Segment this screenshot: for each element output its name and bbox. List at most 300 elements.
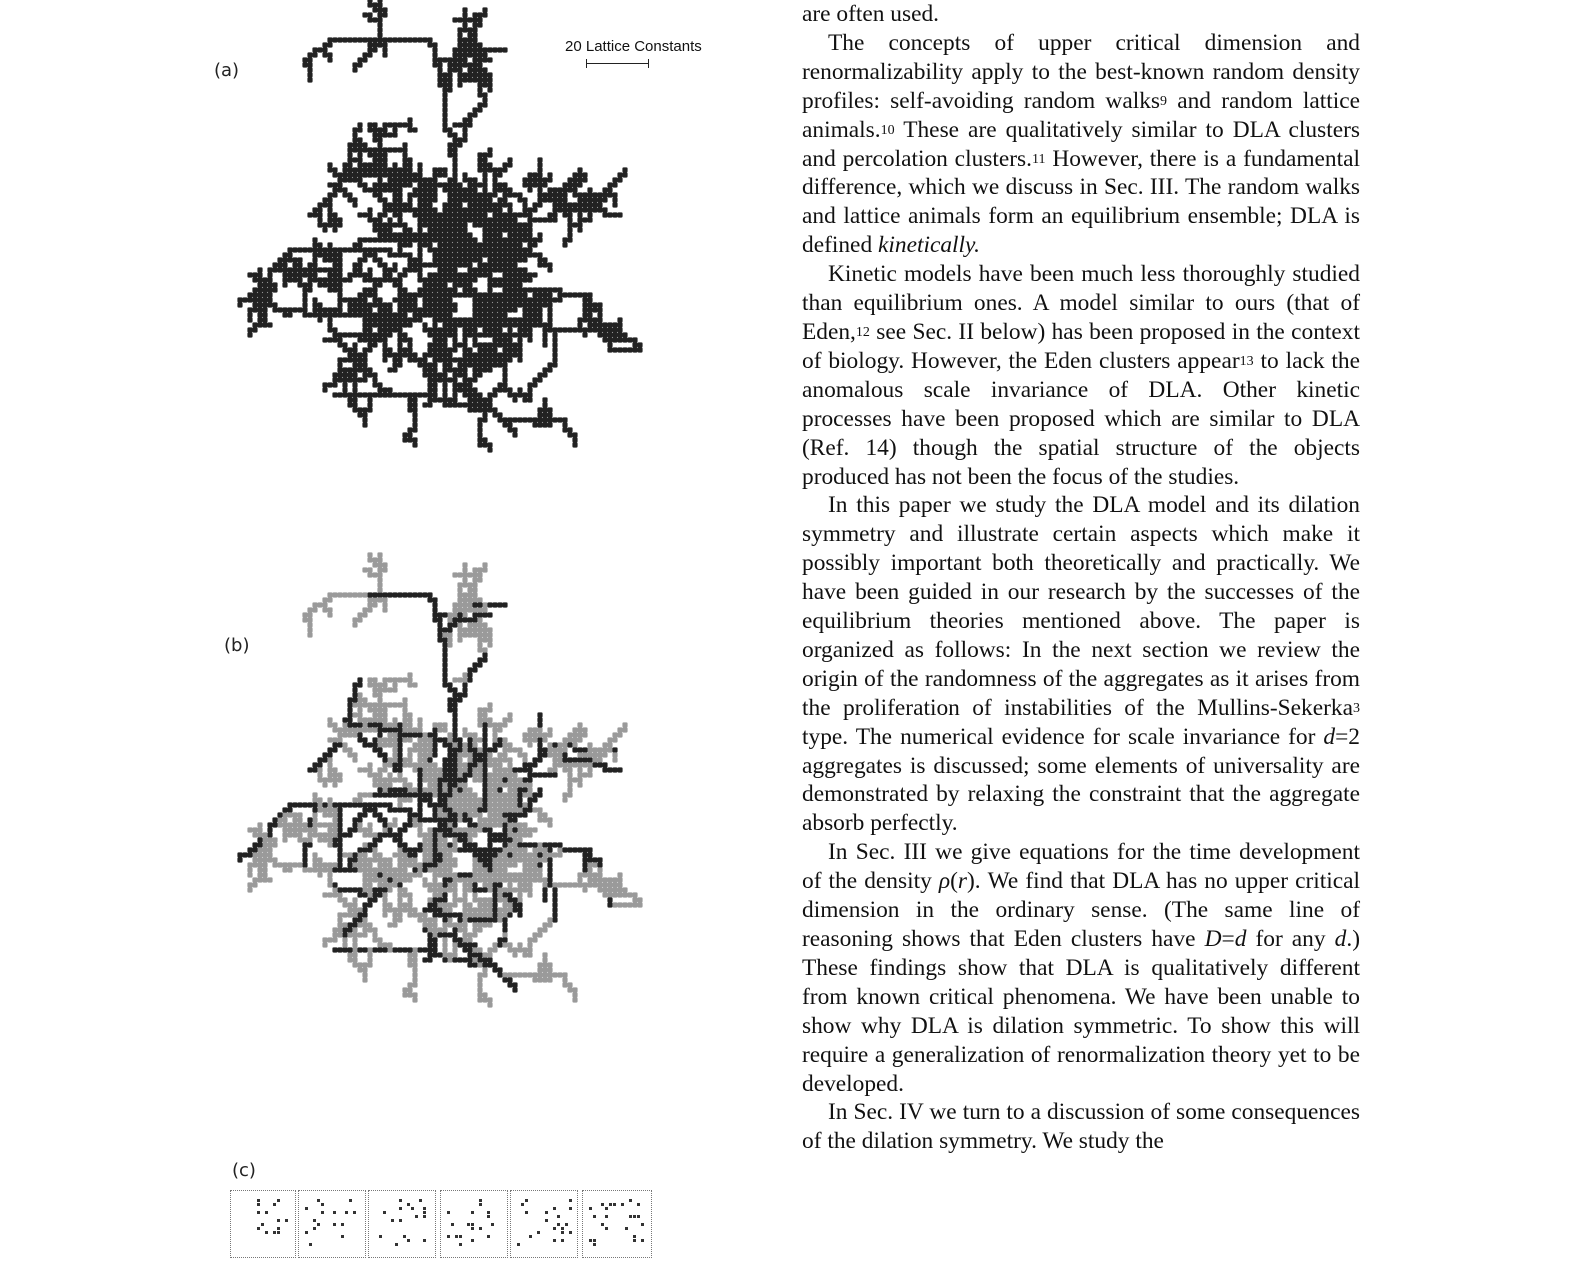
cluster-particle — [432, 197, 437, 202]
cluster-particle — [377, 812, 382, 817]
cluster-particle — [427, 837, 432, 842]
cluster-particle — [422, 797, 427, 802]
cluster-particle — [347, 697, 352, 702]
cluster-particle — [447, 772, 452, 777]
cluster-particle — [497, 837, 502, 842]
cluster-particle — [472, 47, 477, 52]
cluster-particle — [452, 827, 457, 832]
cluster-particle — [412, 792, 417, 797]
cluster-particle — [472, 582, 477, 587]
cluster-particle — [317, 267, 322, 272]
cluster-particle — [457, 342, 462, 347]
cluster-particle — [467, 232, 472, 237]
cluster-particle — [387, 327, 392, 332]
cluster-particle — [472, 632, 477, 637]
cluster-particle — [352, 357, 357, 362]
cluster-particle — [417, 307, 422, 312]
cluster-particle — [317, 762, 322, 767]
cluster-particle — [472, 62, 477, 67]
cluster-particle — [477, 637, 482, 642]
cluster-particle — [327, 52, 332, 57]
cluster-particle — [502, 357, 507, 362]
cluster-particle — [462, 927, 467, 932]
cluster-particle — [477, 622, 482, 627]
cluster-particle — [367, 277, 372, 282]
cluster-particle — [482, 12, 487, 17]
cluster-particle — [467, 32, 472, 37]
cluster-particle — [382, 332, 387, 337]
cluster-particle — [462, 617, 467, 622]
cluster-particle — [482, 972, 487, 977]
cluster-particle — [457, 937, 462, 942]
cluster-particle — [462, 187, 467, 192]
cluster-particle — [387, 867, 392, 872]
cluster-particle — [427, 42, 432, 47]
cluster-particle — [602, 767, 607, 772]
cluster-particle — [497, 752, 502, 757]
cluster-particle — [472, 377, 477, 382]
cluster-particle — [422, 957, 427, 962]
cluster-particle — [442, 117, 447, 122]
cluster-particle — [557, 742, 562, 747]
cluster-particle — [267, 267, 272, 272]
cluster-particle — [472, 622, 477, 627]
cluster-particle — [462, 222, 467, 227]
cluster-particle — [542, 342, 547, 347]
cluster-particle — [447, 617, 452, 622]
cluster-particle — [262, 292, 267, 297]
cluster-particle — [467, 597, 472, 602]
cluster-particle — [372, 592, 377, 597]
cluster-particle — [387, 237, 392, 242]
cluster-particle — [522, 857, 527, 862]
cluster-particle — [517, 252, 522, 257]
cluster-particle — [347, 867, 352, 872]
cluster-particle — [307, 817, 312, 822]
cluster-particle — [392, 757, 397, 762]
cluster-particle — [472, 947, 477, 952]
cluster-particle — [482, 197, 487, 202]
cluster-particle — [437, 807, 442, 812]
cluster-particle — [477, 777, 482, 782]
growth-stage-particle — [553, 1239, 556, 1242]
cluster-particle — [462, 22, 467, 27]
cluster-particle — [447, 367, 452, 372]
cluster-particle — [257, 822, 262, 827]
cluster-particle — [472, 797, 477, 802]
cluster-particle — [307, 52, 312, 57]
cluster-particle — [402, 737, 407, 742]
cluster-particle — [587, 772, 592, 777]
cluster-particle — [567, 427, 572, 432]
cluster-particle — [527, 887, 532, 892]
cluster-particle — [312, 242, 317, 247]
cluster-particle — [597, 312, 602, 317]
cluster-particle — [402, 757, 407, 762]
cluster-particle — [372, 692, 377, 697]
cluster-particle — [422, 307, 427, 312]
cluster-particle — [542, 972, 547, 977]
cluster-particle — [437, 627, 442, 632]
cluster-particle — [432, 352, 437, 357]
cluster-particle — [437, 77, 442, 82]
cluster-particle — [597, 192, 602, 197]
cluster-particle — [382, 897, 387, 902]
cluster-particle — [312, 867, 317, 872]
cluster-particle — [317, 217, 322, 222]
cluster-particle — [467, 397, 472, 402]
cluster-particle — [577, 322, 582, 327]
cluster-particle — [467, 627, 472, 632]
cluster-particle — [477, 857, 482, 862]
cluster-particle — [397, 177, 402, 182]
cluster-particle — [442, 852, 447, 857]
cluster-particle — [392, 817, 397, 822]
cluster-particle — [337, 187, 342, 192]
cluster-particle — [457, 587, 462, 592]
cluster-particle — [397, 202, 402, 207]
cluster-particle — [452, 237, 457, 242]
cluster-particle — [407, 727, 412, 732]
cluster-particle — [462, 627, 467, 632]
cluster-particle — [302, 57, 307, 62]
cluster-particle — [617, 887, 622, 892]
cluster-particle — [507, 817, 512, 822]
cluster-particle — [342, 942, 347, 947]
cluster-particle — [442, 872, 447, 877]
cluster-particle — [577, 222, 582, 227]
cluster-particle — [452, 197, 457, 202]
cluster-particle — [457, 122, 462, 127]
cluster-particle — [352, 242, 357, 247]
cluster-particle — [367, 832, 372, 837]
cluster-particle — [512, 282, 517, 287]
cluster-particle — [432, 812, 437, 817]
cluster-particle — [532, 857, 537, 862]
cluster-particle — [477, 767, 482, 772]
cluster-particle — [522, 177, 527, 182]
cluster-particle — [427, 302, 432, 307]
cluster-particle — [407, 682, 412, 687]
cluster-particle — [377, 247, 382, 252]
cluster-particle — [357, 242, 362, 247]
cluster-particle — [597, 202, 602, 207]
cluster-particle — [407, 337, 412, 342]
cluster-particle — [402, 702, 407, 707]
cluster-particle — [482, 777, 487, 782]
cluster-particle — [582, 762, 587, 767]
cluster-particle — [442, 612, 447, 617]
cluster-particle — [457, 322, 462, 327]
cluster-particle — [467, 807, 472, 812]
cluster-particle — [397, 352, 402, 357]
cluster-particle — [327, 767, 332, 772]
cluster-particle — [267, 842, 272, 847]
cluster-particle — [472, 882, 477, 887]
cluster-particle — [392, 867, 397, 872]
cluster-particle — [362, 962, 367, 967]
cluster-particle — [367, 0, 372, 3]
cluster-particle — [527, 217, 532, 222]
cluster-particle — [502, 367, 507, 372]
cluster-particle — [472, 252, 477, 257]
cluster-particle — [442, 172, 447, 177]
cluster-particle — [507, 192, 512, 197]
cluster-particle — [412, 237, 417, 242]
cluster-particle — [602, 337, 607, 342]
cluster-particle — [457, 837, 462, 842]
cluster-particle — [547, 917, 552, 922]
cluster-particle — [377, 332, 382, 337]
cluster-particle — [332, 722, 337, 727]
cluster-particle — [547, 772, 552, 777]
cluster-particle — [502, 242, 507, 247]
cluster-particle — [512, 782, 517, 787]
growth-stage-particle — [561, 1231, 564, 1234]
cluster-particle — [502, 247, 507, 252]
cluster-particle — [437, 72, 442, 77]
cluster-particle — [367, 17, 372, 22]
cluster-particle — [442, 232, 447, 237]
cluster-particle — [372, 892, 377, 897]
cluster-particle — [502, 782, 507, 787]
cluster-particle — [392, 767, 397, 772]
cluster-particle — [492, 802, 497, 807]
cluster-particle — [462, 217, 467, 222]
cluster-particle — [452, 832, 457, 837]
cluster-particle — [587, 852, 592, 857]
cluster-particle — [367, 147, 372, 152]
cluster-particle — [537, 772, 542, 777]
cluster-particle — [392, 187, 397, 192]
cluster-particle — [477, 567, 482, 572]
cluster-particle — [252, 292, 257, 297]
cluster-particle — [377, 552, 382, 557]
cluster-particle — [407, 907, 412, 912]
cluster-particle — [477, 432, 482, 437]
cluster-particle — [432, 917, 437, 922]
cluster-particle — [502, 772, 507, 777]
cluster-particle — [452, 777, 457, 782]
cluster-particle — [482, 612, 487, 617]
cluster-particle — [387, 217, 392, 222]
cluster-particle — [472, 952, 477, 957]
cluster-particle — [367, 607, 372, 612]
cluster-particle — [447, 742, 452, 747]
cluster-particle — [452, 387, 457, 392]
cluster-particle — [457, 767, 462, 772]
cluster-particle — [512, 767, 517, 772]
cluster-particle — [462, 47, 467, 52]
cluster-particle — [352, 387, 357, 392]
cluster-particle — [547, 362, 552, 367]
cluster-particle — [407, 747, 412, 752]
cluster-particle — [357, 172, 362, 177]
cluster-particle — [282, 867, 287, 872]
cluster-particle — [397, 742, 402, 747]
cluster-particle — [342, 347, 347, 352]
cluster-particle — [462, 877, 467, 882]
cluster-particle — [382, 307, 387, 312]
cluster-particle — [622, 337, 627, 342]
cluster-particle — [372, 877, 377, 882]
cluster-particle — [497, 857, 502, 862]
cluster-particle — [512, 237, 517, 242]
cluster-particle — [477, 257, 482, 262]
cluster-particle — [417, 797, 422, 802]
cluster-particle — [317, 802, 322, 807]
cluster-particle — [537, 732, 542, 737]
cluster-particle — [342, 367, 347, 372]
cluster-particle — [432, 807, 437, 812]
cluster-particle — [432, 222, 437, 227]
cluster-particle — [502, 792, 507, 797]
cluster-particle — [377, 717, 382, 722]
cluster-particle — [427, 767, 432, 772]
cluster-particle — [617, 767, 622, 772]
cluster-particle — [482, 797, 487, 802]
cluster-particle — [407, 257, 412, 262]
cluster-particle — [432, 602, 437, 607]
cluster-particle — [422, 392, 427, 397]
cluster-particle — [612, 182, 617, 187]
cluster-particle — [397, 757, 402, 762]
cluster-particle — [457, 262, 462, 267]
cluster-particle — [337, 217, 342, 222]
cluster-particle — [362, 862, 367, 867]
cluster-particle — [447, 642, 452, 647]
cluster-particle — [527, 297, 532, 302]
cluster-particle — [552, 917, 557, 922]
cluster-particle — [352, 752, 357, 757]
cluster-particle — [367, 802, 372, 807]
cluster-particle — [377, 802, 382, 807]
cluster-particle — [442, 782, 447, 787]
cluster-particle — [282, 812, 287, 817]
cluster-particle — [477, 182, 482, 187]
cluster-particle — [367, 127, 372, 132]
cluster-particle — [562, 207, 567, 212]
cluster-particle — [417, 782, 422, 787]
cluster-particle — [487, 782, 492, 787]
cluster-particle — [327, 762, 332, 767]
growth-stage-box — [230, 1190, 296, 1258]
cluster-particle — [497, 847, 502, 852]
cluster-particle — [472, 207, 477, 212]
cluster-particle — [377, 782, 382, 787]
cluster-particle — [367, 597, 372, 602]
cluster-particle — [467, 202, 472, 207]
cluster-particle — [397, 297, 402, 302]
cluster-particle — [467, 607, 472, 612]
cluster-particle — [337, 837, 342, 842]
cluster-particle — [377, 882, 382, 887]
cluster-particle — [422, 187, 427, 192]
cluster-particle — [312, 297, 317, 302]
growth-stage-particle — [451, 1223, 454, 1226]
cluster-particle — [487, 367, 492, 372]
cluster-particle — [372, 342, 377, 347]
cluster-particle — [457, 277, 462, 282]
cluster-particle — [582, 317, 587, 322]
cluster-particle — [252, 322, 257, 327]
cluster-particle — [452, 772, 457, 777]
cluster-particle — [562, 242, 567, 247]
cluster-particle — [472, 587, 477, 592]
cluster-particle — [292, 812, 297, 817]
cluster-particle — [577, 197, 582, 202]
cluster-particle — [432, 167, 437, 172]
cluster-particle — [562, 292, 567, 297]
cluster-particle — [492, 822, 497, 827]
cluster-particle — [352, 947, 357, 952]
cluster-particle — [532, 797, 537, 802]
cluster-particle — [277, 257, 282, 262]
cluster-particle — [402, 152, 407, 157]
cluster-particle — [272, 262, 277, 267]
cluster-particle — [432, 317, 437, 322]
cluster-particle — [497, 247, 502, 252]
cluster-particle — [412, 212, 417, 217]
cluster-particle — [452, 322, 457, 327]
cluster-particle — [327, 272, 332, 277]
cluster-particle — [382, 342, 387, 347]
cluster-particle — [412, 292, 417, 297]
cluster-particle — [432, 737, 437, 742]
cluster-particle — [382, 877, 387, 882]
cluster-particle — [482, 362, 487, 367]
cluster-particle — [407, 757, 412, 762]
cluster-particle — [397, 207, 402, 212]
cluster-particle — [487, 907, 492, 912]
cluster-particle — [352, 312, 357, 317]
cluster-particle — [462, 687, 467, 692]
cluster-particle — [507, 862, 512, 867]
cluster-particle — [527, 387, 532, 392]
cluster-particle — [467, 882, 472, 887]
cluster-particle — [312, 802, 317, 807]
cluster-particle — [387, 677, 392, 682]
cluster-particle — [412, 872, 417, 877]
cluster-particle — [457, 282, 462, 287]
cluster-particle — [382, 152, 387, 157]
cluster-particle — [382, 202, 387, 207]
cluster-particle — [457, 782, 462, 787]
cluster-particle — [432, 252, 437, 257]
cluster-particle — [402, 797, 407, 802]
cluster-particle — [322, 802, 327, 807]
cluster-particle — [527, 277, 532, 282]
cluster-particle — [392, 262, 397, 267]
growth-stage-particle — [625, 1227, 628, 1230]
cluster-particle — [402, 182, 407, 187]
cluster-particle — [462, 632, 467, 637]
cluster-particle — [452, 317, 457, 322]
cluster-particle — [472, 772, 477, 777]
cluster-particle — [367, 922, 372, 927]
cluster-particle — [432, 382, 437, 387]
cluster-particle — [417, 177, 422, 182]
cluster-particle — [442, 787, 447, 792]
cluster-particle — [317, 252, 322, 257]
cluster-particle — [477, 902, 482, 907]
cluster-particle — [407, 992, 412, 997]
cluster-particle — [447, 332, 452, 337]
cluster-particle — [482, 72, 487, 77]
cluster-particle — [332, 37, 337, 42]
cluster-particle — [432, 262, 437, 267]
cluster-particle — [552, 742, 557, 747]
